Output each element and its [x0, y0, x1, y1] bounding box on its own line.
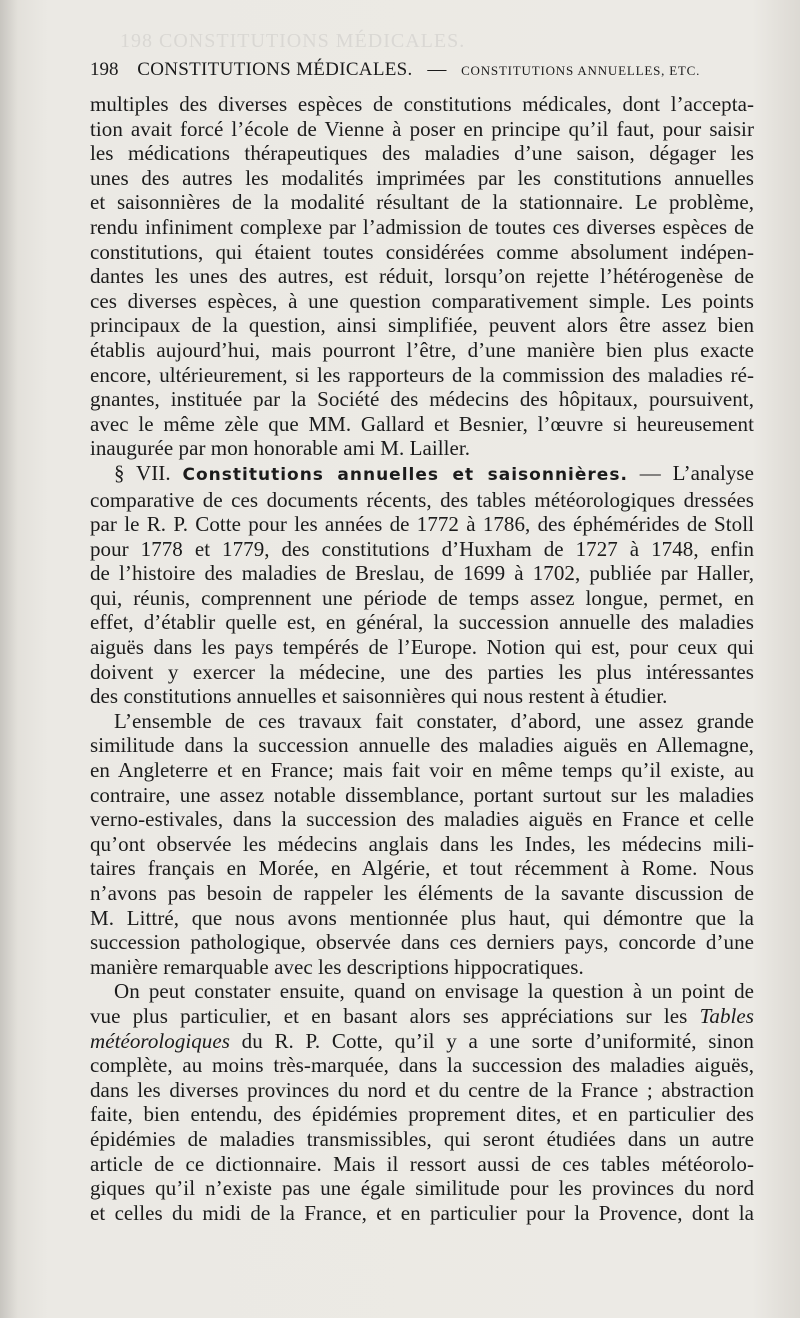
text-line: qui, réunis, comprennent une période de temps assez longue, permet, en [90, 585, 754, 610]
running-title: CONSTITUTIONS MÉDICALES. [137, 59, 413, 80]
text-line: constitutions, qui étaient toutes considérées comme absolument indépen- [90, 239, 754, 264]
text-line: par le R. P. Cotte pour les années de 1772 à 1786, des éphémérides de Stoll [90, 512, 754, 537]
text-line: unes des autres les modalités imprimées par les constitutions annuelles [90, 165, 754, 190]
text-line: doivent y exercer la médecine, une des parties les plus intéressantes [90, 659, 754, 684]
text-line: rendu infiniment complexe par l’admission de toutes ces diverses espèces de [90, 214, 754, 239]
text-line: On peut constater ensuite, quand on envisage la question à un point de [114, 979, 754, 1004]
section-title: Constitutions annuelles et saisonnières. [182, 464, 628, 485]
bleed-through-header: 198 CONSTITUTIONS MÉDICALES. [120, 30, 466, 52]
text-line: épidémies de maladies transmissibles, qui seront étudiées dans un autre [90, 1126, 754, 1151]
text-line: complète, au moins très-marquée, dans la succession des maladies aiguës, [90, 1053, 754, 1078]
text-line: succession pathologique, observée dans ces derniers pays, concorde d’une [90, 930, 754, 955]
text-line: avec le même zèle que MM. Gallard et Besnier, l’œuvre si heureusement [90, 411, 754, 436]
text-line: giques qu’il n’existe pas une égale similitude pour les provinces du nord [90, 1176, 754, 1201]
paragraph-4 [90, 979, 754, 1225]
text-line: inaugurée par mon honorable ami M. Lailler. [90, 436, 471, 461]
italic-title-run: Tables [699, 1003, 754, 1028]
text-line: multiples des diverses espèces de constitutions médicales, dont l’accepta- [90, 92, 754, 116]
italic-title-run: météorologiques [90, 1028, 230, 1053]
text-line: qu’ont observée les médecins anglais dans les Indes, les médecins mili- [90, 831, 754, 856]
text-line [90, 1029, 754, 1054]
text-line: de l’histoire des maladies de Breslau, de 1699 à 1702, publiée par Haller, [90, 561, 754, 586]
text-line: en Angleterre et en France; mais fait voir en même temps qu’il existe, au [90, 758, 754, 783]
text-line: et celles du midi de la France, et en particulier pour la Provence, dont la [90, 1200, 754, 1225]
page-number: 198 [90, 59, 119, 80]
text-line: n’avons pas besoin de rappeler les éléments de la savante discussion de [90, 881, 754, 905]
section-7 [90, 461, 754, 709]
text-line: similitude dans la succession annuelle des maladies aiguës en Allemagne, [90, 733, 754, 758]
text-line: gnantes, instituée par la Société des médecins des hôpitaux, poursuivent, [90, 387, 754, 412]
text-line: taires français en Morée, en Algérie, et tout récemment à Rome. Nous [90, 856, 754, 881]
text-line: principaux de la question, ainsi simplifiée, peuvent alors être assez bien [90, 313, 754, 338]
text-line: établis aujourd’hui, mais pourront l’être, d’une manière bien plus exacte [90, 337, 754, 362]
text-line: manière remarquable avec les descriptions hippocratiques. [90, 954, 584, 979]
text-line: dans les diverses provinces du nord et du centre de la France ; abstraction [90, 1077, 754, 1102]
text-run: vue plus particulier, et en basant alors ses appréciations sur les [90, 1003, 700, 1028]
paragraph-3 [90, 709, 754, 980]
text-line [90, 1004, 754, 1029]
text-line: comparative de ces documents récents, des tables météorologiques dressées [90, 487, 754, 512]
text-line: contraire, une assez notable dissemblance, portant surtout sur les maladies [90, 782, 754, 807]
text-line: verno-estivales, dans la succession des maladies aiguës en France et celle [90, 807, 754, 832]
text-line: aiguës dans les pays tempérés de l’Europe. Notion qui est, pour ceux qui [90, 635, 754, 660]
section-first-line-text: — L’analyse [627, 460, 754, 485]
paragraph-1 [90, 92, 754, 461]
text-run: du R. P. Cotte, qu’il y a une sorte d’uniformité, sinon [229, 1028, 754, 1053]
text-line: M. Littré, que nous avons mentionnée plus haut, qui démontre que la [90, 905, 754, 930]
text-line: pour 1778 et 1779, des constitutions d’Huxham de 1727 à 1748, enfin [90, 536, 754, 561]
header-dash: — [427, 59, 447, 80]
page-gutter-shadow [0, 0, 18, 1318]
text-line: encore, ultérieurement, si les rapporteurs de la commission des maladies ré- [90, 362, 754, 387]
text-line: effet, d’établir quelle est, en général, la succession annuelle des maladies [90, 610, 754, 635]
text-line: ces diverses espèces, à une question comparativement simple. Les points [90, 288, 754, 313]
text-line: L’ensemble de ces travaux fait constater, d’abord, une assez grande [114, 708, 754, 733]
page-header [90, 58, 750, 83]
body-text [90, 92, 754, 1225]
text-line: faite, bien entendu, des épidémies proprement dites, et en particulier des [90, 1102, 754, 1127]
text-line: les médications thérapeutiques des maladies d’une saison, dégager les [90, 141, 754, 166]
section-heading-line [90, 461, 754, 488]
text-line: article de ce dictionnaire. Mais il ressort aussi de ces tables météorolo- [90, 1151, 754, 1176]
text-line: tion avait forcé l’école de Vienne à poser en principe qu’il faut, pour saisir [90, 116, 754, 141]
text-line: dantes les unes des autres, est réduit, lorsqu’on rejette l’hétérogenèse de [90, 264, 754, 289]
section-number: § VII. [114, 460, 171, 485]
text-line: et saisonnières de la modalité résultant de la stationnaire. Le problème, [90, 190, 754, 215]
running-subtitle: CONSTITUTIONS ANNUELLES, ETC. [461, 63, 701, 78]
text-line: des constitutions annuelles et saisonnières qui nous restent à étudier. [90, 684, 668, 709]
